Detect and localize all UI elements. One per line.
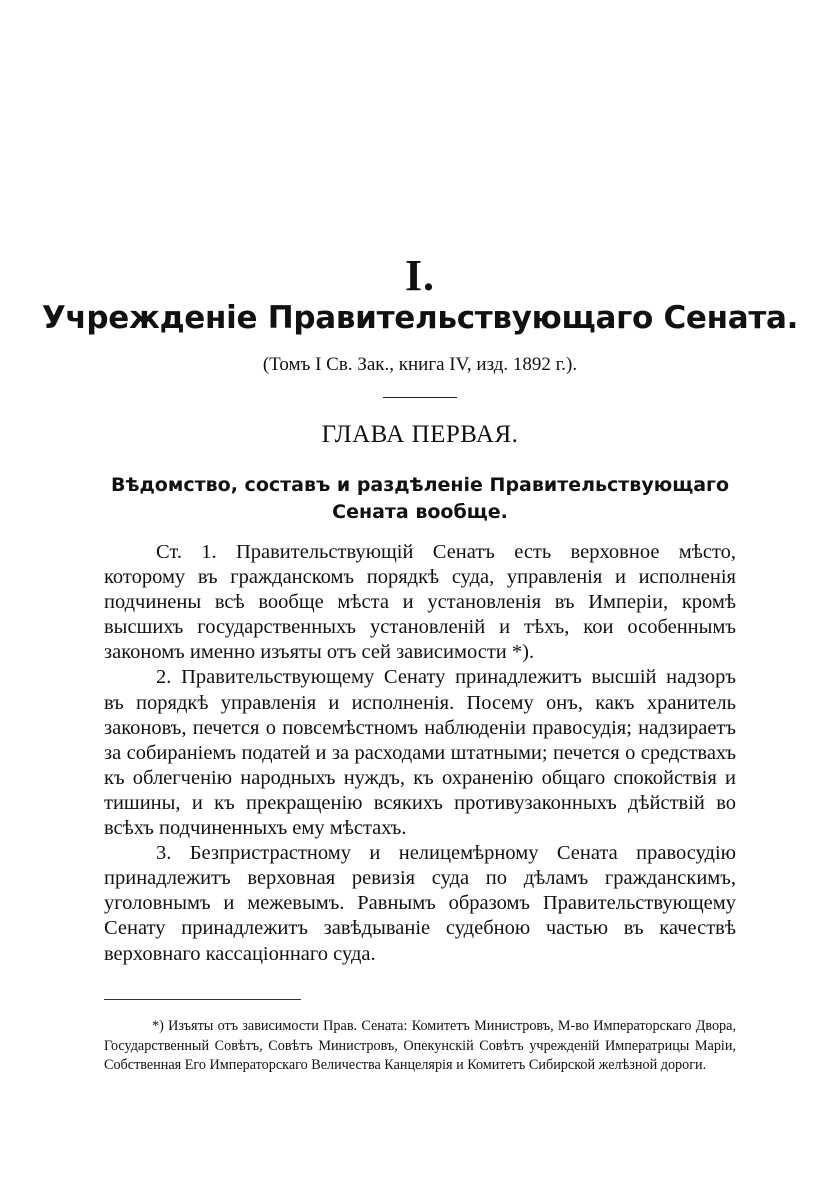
article-1 xyxy=(104,540,736,665)
article-number: 3. xyxy=(156,842,172,865)
footnote-divider xyxy=(104,999,301,1000)
title-divider xyxy=(383,397,457,398)
article-text: Безпристрастному и нелицемѣрному Сената правосудію принадлежитъ верховная ревизія суда по дѣламъ гражданскимъ, уголовнымъ и межевымъ. Равнымъ образомъ Правительствующему Сенату принадлежитъ завѣдываніе судебною частью въ качествѣ верховнаго кассаціоннаго суда. xyxy=(104,842,736,965)
source-reference: (Томъ I Св. Зак., книга IV, изд. 1892 г.). xyxy=(262,354,578,375)
article-text: Правительствующему Сенату принадлежитъ высшій надзоръ въ порядкѣ управленія и исполненія. Посему онъ, какъ хранитель законовъ, печется о повсемѣстномъ наблюденіи правосудія; надзираетъ за собираніемъ податей и за расходами штатными; печется о средствахъ къ облегченію народныхъ нуждъ, къ охраненію общаго спокойствія и тишины, и къ прекращенію всякихъ противузаконныхъ дѣйствій во всѣхъ подчиненныхъ ему мѣстахъ. xyxy=(104,666,736,840)
article-number: 2. xyxy=(156,666,172,689)
chapter-subtitle: Вѣдомство, составъ и раздѣленіе Правительствующаго Сената вообще. xyxy=(110,474,729,523)
articles-body xyxy=(104,540,736,967)
article-3 xyxy=(104,841,736,966)
footnote: *) Изъяты отъ зависимости Прав. Сената: Комитетъ Министровъ, М-во Императорскаго Двора, Государственный Совѣтъ, Совѣтъ Министровъ, Опекунскій Совѣтъ учрежденій Императрицы Маріи, Собственная Его Императорскаго Величества Канцелярія и Комитетъ Сибирской желѣзной дороги. xyxy=(104,1018,736,1074)
section-numeral: I. xyxy=(404,251,436,300)
article-number: Ст. 1. xyxy=(156,541,217,563)
chapter-heading: ГЛАВА ПЕРВАЯ. xyxy=(321,421,519,448)
document-title: Учрежденіе Правительствующаго Сената. xyxy=(41,300,799,336)
article-text: Правительствующій Сенатъ есть верховное мѣсто, которому въ гражданскомъ порядкѣ суда, управленія и исполненія подчинены всѣ вообще мѣста и установленія въ Имперіи, кромѣ высшихъ государственныхъ установленій и тѣхъ, кои особеннымъ закономъ именно изъяты отъ сей зависимости *). xyxy=(104,541,737,664)
article-2 xyxy=(104,665,736,841)
